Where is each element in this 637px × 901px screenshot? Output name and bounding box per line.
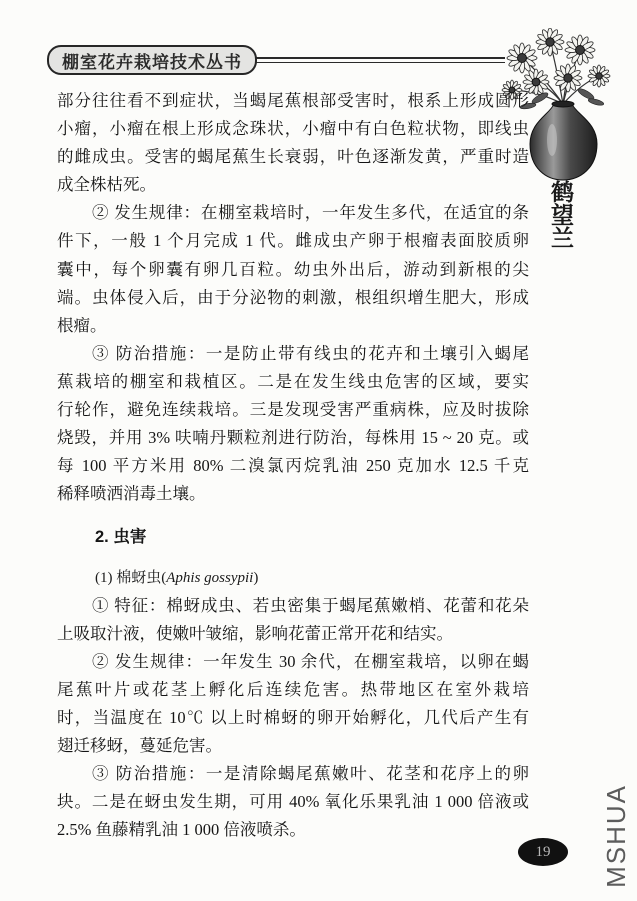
text-line: 块。二是在蚜虫发生期，可用 40% 氧化乐果乳油 1 000 倍液或 <box>57 792 529 811</box>
flower-center <box>532 78 540 86</box>
flower-bloom <box>565 35 595 65</box>
section-heading: 2. 虫害 <box>95 528 147 546</box>
text-line: ② 发生规律：一年发生 30 余代，在棚室栽培，以卵在蝎 <box>92 652 529 671</box>
text-line: 尾蕉叶片或花茎上孵化后连续危害。热带地区在室外栽培 <box>57 680 529 699</box>
series-title: 棚室花卉栽培技术丛书 <box>62 52 242 72</box>
subheading-close: ) <box>253 570 259 586</box>
flower-center <box>564 74 572 82</box>
text-line: 小瘤，小瘤在根上形成念珠状，小瘤中有白色粒状物，即线虫 <box>57 119 529 139</box>
text-line: 稀释喷洒消毒土壤。 <box>57 484 206 504</box>
text-line: 部分往往看不到症状，当蝎尾蕉根部受害时，根系上形成圆形 <box>57 91 529 110</box>
text-line: 每 100 平方米用 80% 二溴氯丙烷乳油 250 克加水 12.5 千克 <box>57 456 529 476</box>
text-line: 端。虫体侵入后，由于分泌物的刺激，根组织增生肥大，形成 <box>57 287 529 307</box>
vase-rim <box>552 101 574 107</box>
vase-body <box>530 104 597 180</box>
flower-center <box>546 38 554 46</box>
paragraph <box>57 199 529 339</box>
header-rule <box>255 57 505 63</box>
subheading-latin-name: Aphis gossypii <box>166 570 254 586</box>
text-line: ③ 防治措施：一是防止带有线虫的花卉和土壤引入蝎尾 <box>92 343 529 363</box>
text-line: 上吸取汁液，使嫩叶皱缩，影响花蕾正常开花和结实。 <box>57 624 453 643</box>
paragraph <box>57 760 529 844</box>
subheading <box>95 566 258 590</box>
text-line: 成全株枯死。 <box>57 175 156 195</box>
text-line: 蕉栽培的棚室和栽植区。二是在发生线虫危害的区域，要实 <box>57 371 529 391</box>
text-line: 囊中，每个卵囊有卵几百粒。幼虫外出后，游动到新根的尖 <box>57 259 529 279</box>
text-line: 翅迁移蚜，蔓延危害。 <box>57 736 222 755</box>
flower-bloom <box>554 64 582 92</box>
text-line: ② 发生规律：在棚室栽培时，一年发生多代，在适宜的条 <box>92 203 529 223</box>
watermark: MSHUA <box>601 784 631 888</box>
subheading-label: (1) 棉蚜虫( <box>95 570 167 586</box>
text-line: ① 特征：棉蚜成虫、若虫密集于蝎尾蕉嫩梢、花蕾和花朵 <box>92 596 529 615</box>
flower-center <box>596 73 603 80</box>
series-title-badge <box>47 45 257 75</box>
flower-bloom <box>588 65 610 87</box>
text-line: 2.5% 鱼藤精乳油 1 000 倍液喷杀。 <box>57 820 306 839</box>
text-line: 根瘤。 <box>57 315 107 335</box>
text-line: 时，当温度在 10℃ 以上时棉蚜的卵开始孵化，几代后产生有 <box>57 708 529 727</box>
paragraph <box>57 340 529 509</box>
flower-center <box>576 46 585 55</box>
body-text-section-1 <box>57 87 529 508</box>
flower-bloom <box>507 43 537 73</box>
vase-highlight <box>547 124 557 156</box>
page-number: 19 <box>535 843 551 860</box>
flower-bloom <box>536 28 564 56</box>
leaf <box>588 98 605 107</box>
text-line: ③ 防治措施：一是清除蝎尾蕉嫩叶、花茎和花序上的卵 <box>92 764 529 783</box>
text-line: 烧毁，并用 3% 呋喃丹颗粒剂进行防治，每株用 15 ~ 20 克。或 <box>57 428 529 448</box>
paragraph <box>57 87 529 199</box>
flower-center <box>518 54 527 63</box>
paragraph <box>57 592 529 648</box>
paragraph <box>57 648 529 760</box>
text-line: 行轮作，避免连续栽培。三是发现受害严重病株，应及时拔除 <box>57 400 529 420</box>
side-label: 鹤望兰 <box>548 180 573 249</box>
body-text-section-2 <box>57 592 529 844</box>
text-line: 的雌成虫。受害的蝎尾蕉生长衰弱，叶色逐渐发黄，严重时造 <box>57 147 529 167</box>
text-line: 件下，一般 1 个月完成 1 代。雌成虫产卵于根瘤表面胶质卵 <box>57 231 529 251</box>
